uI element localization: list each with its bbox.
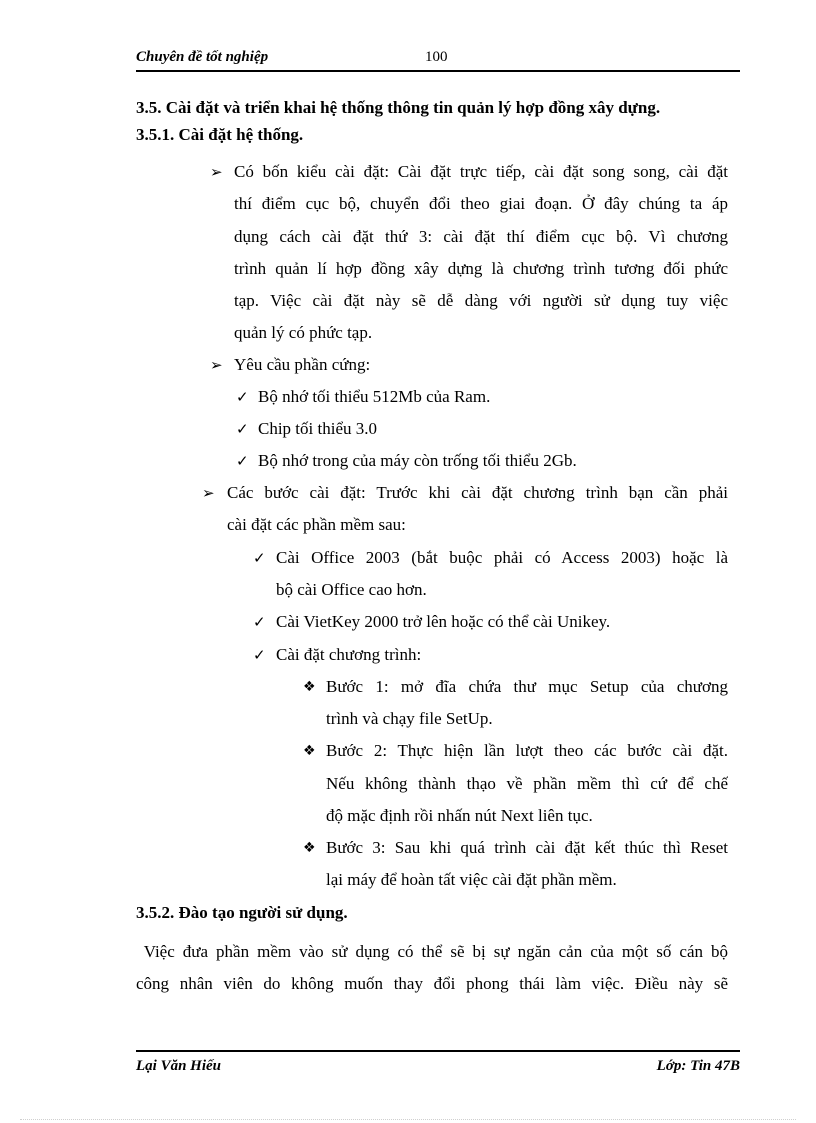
arrow-bullet-icon: ➢ [210, 163, 223, 181]
program-step-line: Bước 2: Thực hiện lần lượt theo các bước cài đặt. [326, 741, 728, 760]
steps-intro-line: cài đặt các phần mềm sau: [227, 515, 406, 534]
check-bullet-icon: ✓ [253, 549, 266, 567]
diamond-bullet-icon: ❖ [303, 743, 316, 759]
hardware-item: Chip tối thiểu 3.0 [258, 419, 377, 438]
check-bullet-icon: ✓ [253, 613, 266, 631]
arrow-bullet-icon: ➢ [210, 356, 223, 374]
software-line: Cài đặt chương trình: [276, 645, 422, 664]
program-step-line: trình và chạy file SetUp. [326, 709, 493, 728]
class-label: Lớp: Tin 47B [656, 1058, 740, 1074]
section-subheading: 3.5.1. Cài đặt hệ thống. [136, 125, 304, 144]
check-bullet-icon: ✓ [253, 646, 266, 664]
software-line: bộ cài Office cao hơn. [276, 580, 427, 599]
doc-title: Chuyên đề tốt nghiệp [136, 49, 269, 65]
install-types-line: tạp. Việc cài đặt này sẽ dễ dàng với người sử dụng tuy việc [234, 291, 728, 310]
author-name: Lại Văn Hiếu [136, 1058, 222, 1074]
check-bullet-icon: ✓ [236, 388, 249, 406]
hardware-item: Bộ nhớ tối thiểu 512Mb của Ram. [258, 387, 491, 406]
page-footer [136, 1050, 740, 1078]
diamond-bullet-icon: ❖ [303, 840, 316, 856]
install-types-line: Có bốn kiểu cài đặt: Cài đặt trực tiếp, cài đặt song song, cài đặt [234, 162, 728, 181]
install-types-line: dụng cách cài đặt thứ 3: cài đặt thí điểm cục bộ. Vì chương [234, 227, 728, 246]
section-heading: 3.5. Cài đặt và triển khai hệ thống thông tin quản lý hợp đồng xây dựng. [136, 98, 661, 117]
program-step-line: Bước 1: mở đĩa chứa thư mục Setup của chương [326, 677, 728, 696]
hardware-title: Yêu cầu phần cứng: [234, 355, 371, 374]
steps-intro-line: Các bước cài đặt: Trước khi cài đặt chương trình bạn cần phải [227, 483, 728, 502]
software-line: Cài VietKey 2000 trở lên hoặc có thể cài Unikey. [276, 612, 611, 631]
training-line: Việc đưa phần mềm vào sử dụng có thể sẽ bị sự ngăn cản của một số cán bộ [136, 942, 728, 961]
check-bullet-icon: ✓ [236, 420, 249, 438]
diamond-bullet-icon: ❖ [303, 679, 316, 695]
install-types-line: thí điểm cục bộ, chuyển đổi theo giai đoạn. Ở đây chúng ta áp [234, 194, 728, 213]
check-bullet-icon: ✓ [236, 452, 249, 470]
training-heading: 3.5.2. Đào tạo người sử dụng. [136, 903, 348, 922]
training-line: công nhân viên do không muốn thay đổi phong thái làm việc. Điều này sẽ [136, 974, 728, 993]
program-step-line: Nếu không thành thạo về phần mềm thì cứ để chế [326, 774, 728, 793]
program-step-line: độ mặc định rồi nhấn nút Next liên tục. [326, 806, 593, 825]
arrow-bullet-icon: ➢ [202, 484, 215, 502]
program-step-line: Bước 3: Sau khi quá trình cài đặt kết thúc thì Reset [326, 838, 728, 857]
software-line: Cài Office 2003 (bắt buộc phải có Access 2003) hoặc là [276, 548, 728, 567]
install-types-line: quản lý có phức tạp. [234, 323, 373, 342]
program-step-line: lại máy để hoàn tất việc cài đặt phần mềm. [326, 870, 617, 889]
hardware-item: Bộ nhớ trong của máy còn trống tối thiểu 2Gb. [258, 451, 577, 470]
page-number: 100 [425, 49, 448, 65]
install-types-line: trình quản lí hợp đồng xây dựng là chương trình tương đối phức [234, 259, 728, 278]
page-bottom-divider [20, 1119, 796, 1120]
page-header [136, 48, 740, 72]
